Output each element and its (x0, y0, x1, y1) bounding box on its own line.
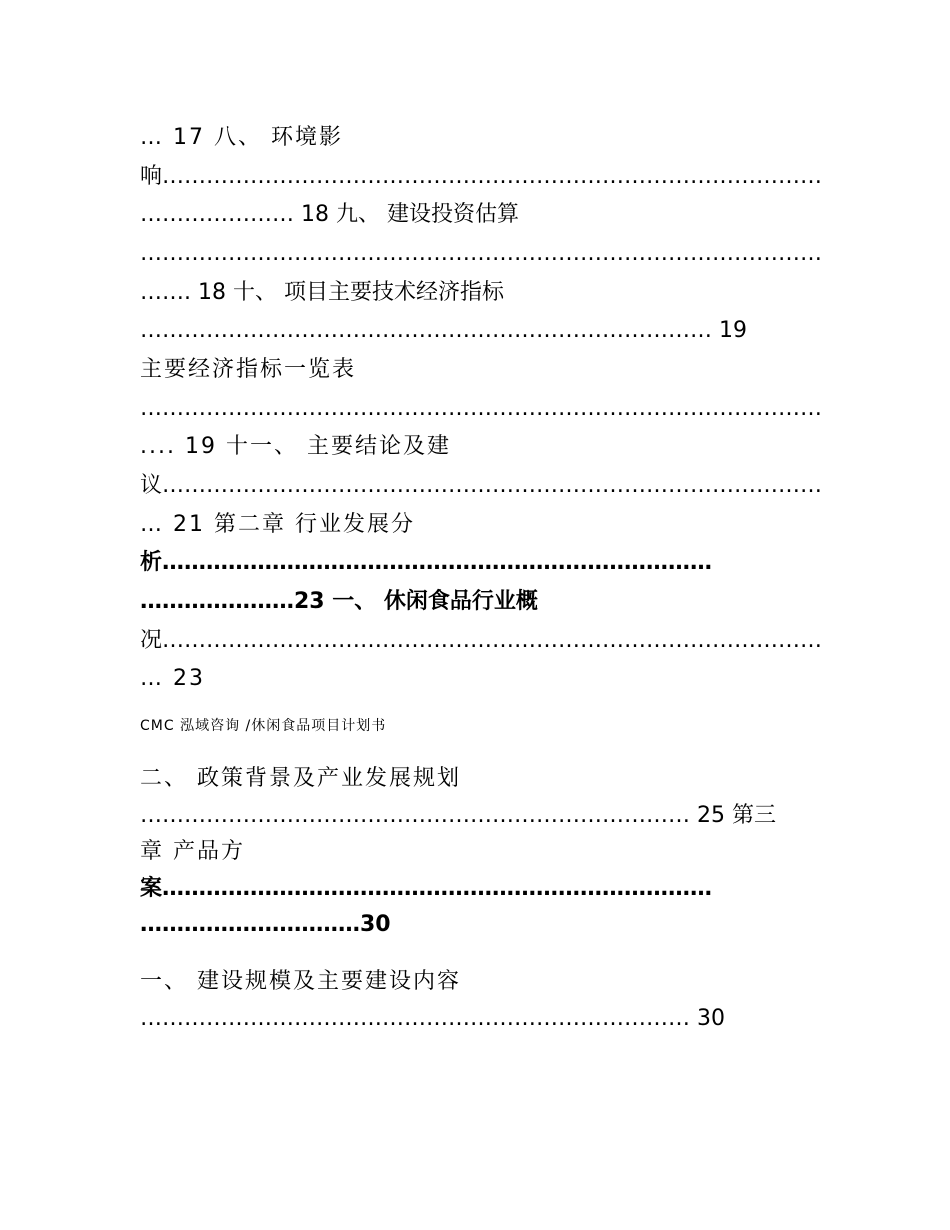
running-header: CMC 泓域咨询 /休闲食品项目计划书 (140, 718, 387, 734)
toc-line-4: ………………………………………………………………………………… (140, 241, 822, 266)
toc-line-18: 章 产品方 (140, 839, 245, 864)
toc-line-13: …………………23 一、 休闲食品行业概 (140, 589, 538, 614)
toc-line-7: 主要经济指标一览表 (140, 357, 357, 382)
toc-line-21: 一、 建设规模及主要建设内容 (140, 969, 461, 994)
toc-line-3: ………………… 18 九、 建设投资估算 (140, 202, 519, 227)
toc-line-10: 议……………………………………………………………………………… (140, 473, 823, 498)
toc-line-5: ……. 18 十、 项目主要技术经济指标 (140, 280, 504, 305)
toc-line-2: 响……………………………………………………………………………… (140, 164, 823, 189)
toc-line-1: … 17 八、 环境影 (140, 125, 343, 150)
toc-line-19: 案………………………………………………………………… (140, 876, 713, 901)
toc-line-17: ………………………………………………………………… 25 第三 (140, 803, 776, 828)
toc-line-20: …………………………30 (140, 912, 391, 937)
toc-line-6: …………………………………………………………………… 19 (140, 318, 747, 343)
toc-line-15: … 23 (140, 666, 205, 691)
toc-line-22: ………………………………………………………………… 30 (140, 1006, 725, 1031)
toc-line-9: .... 19 十一、 主要结论及建 (140, 434, 451, 459)
toc-line-11: … 21 第二章 行业发展分 (140, 512, 415, 537)
toc-line-16: 二、 政策背景及产业发展规划 (140, 766, 461, 791)
toc-line-8: ………………………………………………………………………………… (140, 396, 822, 421)
toc-line-14: 况……………………………………………………………………………… (140, 628, 823, 653)
toc-line-12: 析………………………………………………………………… (140, 550, 713, 575)
